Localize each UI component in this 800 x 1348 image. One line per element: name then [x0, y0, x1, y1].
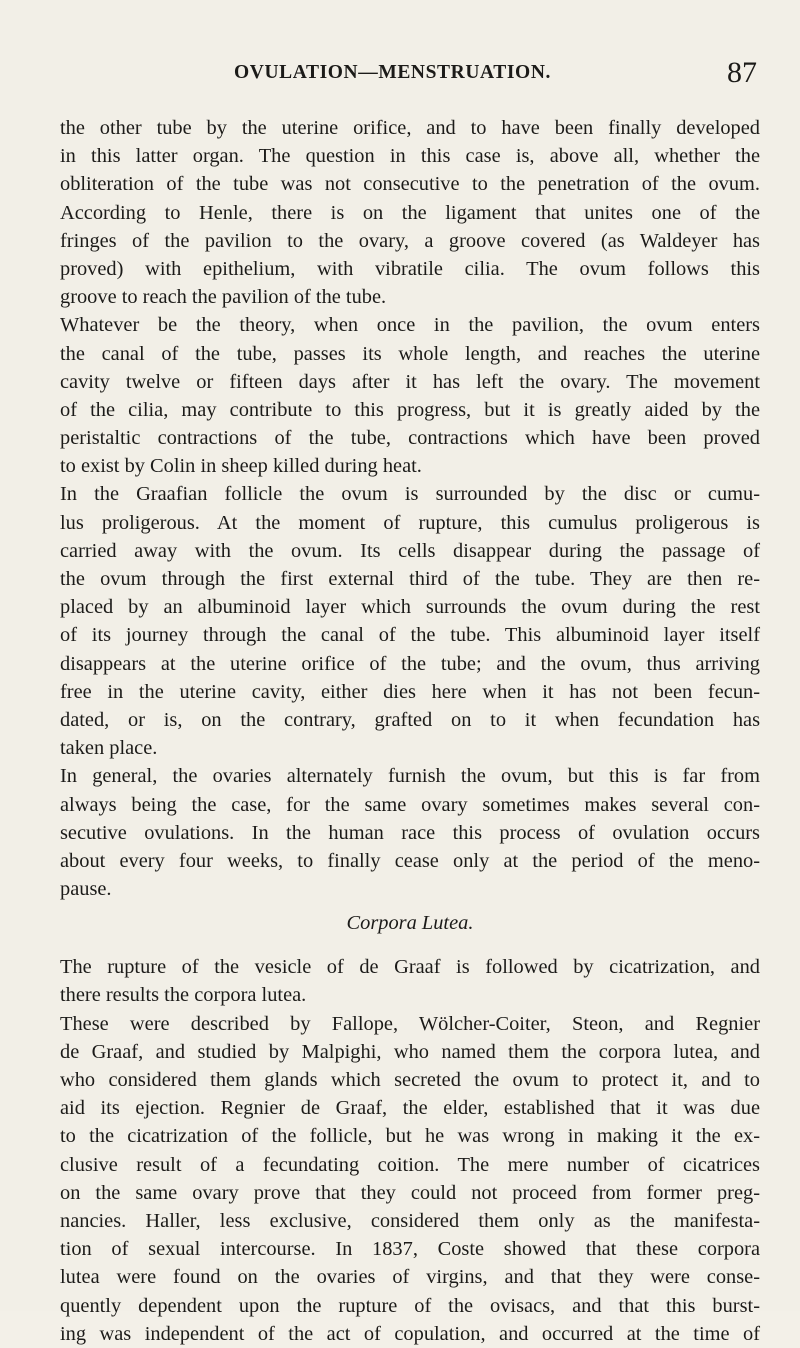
text-line: In the Graafian follicle the ovum is surrounded by the disc or cumu- — [60, 483, 760, 506]
text-line: to the cicatrization of the follicle, but he was wrong in making it the ex- — [60, 1125, 760, 1148]
text-line: in this latter organ. The question in this case is, above all, whether the — [60, 145, 760, 168]
text-line: who considered them glands which secreted the ovum to protect it, and to — [60, 1069, 760, 1091]
text-line: According to Henle, there is on the ligament that unites one of the — [60, 201, 760, 224]
text-line: of its journey through the canal of the tube. This albuminoid layer itself — [60, 624, 760, 647]
text-line: In general, the ovaries alternately furnish the ovum, but this is far from — [60, 765, 760, 788]
text-line: carried away with the ovum. Its cells disappear during the passage of — [60, 539, 760, 562]
text-line: on the same ovary prove that they could not proceed from former preg- — [60, 1181, 760, 1204]
text-line: peristaltic contractions of the tube, contractions which have been proved — [60, 427, 760, 450]
text-line: These were described by Fallope, Wölcher-Coiter, Steon, and Regnier — [60, 1012, 760, 1035]
text-line: always being the case, for the same ovary sometimes makes several con- — [60, 793, 760, 816]
text-line: placed by an albuminoid layer which surrounds the ovum during the rest — [60, 596, 760, 619]
running-title: OVULATION—MENSTRUATION. — [234, 62, 551, 83]
text-line: proved) with epithelium, with vibratile cilia. The ovum follows this — [60, 257, 760, 280]
text-line: of the cilia, may contribute to this progress, but it is greatly aided by the — [60, 398, 760, 421]
text-line: the canal of the tube, passes its whole length, and reaches the uterine — [60, 342, 760, 365]
text-line: disappears at the uterine orifice of the tube; and the ovum, thus arriving — [60, 652, 760, 675]
page-number: 87 — [727, 56, 757, 89]
text-line: The rupture of the vesicle of de Graaf is followed by cicatrization, and — [60, 956, 760, 979]
paragraph — [60, 114, 760, 311]
paragraph — [60, 762, 760, 903]
text-line: pause. — [60, 878, 112, 901]
text-line: obliteration of the tube was not consecutive to the penetration of the ovum. — [60, 173, 760, 196]
paragraph — [60, 311, 760, 480]
text-line: aid its ejection. Regnier de Graaf, the elder, established that it was due — [60, 1097, 760, 1120]
text-line: there results the corpora lutea. — [60, 984, 307, 1007]
text-line: about every four weeks, to finally cease only at the period of the meno- — [60, 849, 760, 872]
text-line: de Graaf, and studied by Malpighi, who named them the corpora lutea, and — [60, 1040, 760, 1063]
text-line: Whatever be the theory, when once in the pavilion, the ovum enters — [60, 314, 760, 337]
text-line: the other tube by the uterine orifice, and to have been finally developed — [60, 117, 760, 139]
body-text — [60, 114, 760, 1348]
text-line: groove to reach the pavilion of the tube. — [60, 286, 387, 309]
text-line: fringes of the pavilion to the ovary, a groove covered (as Waldeyer has — [60, 229, 760, 252]
text-line: lus proligerous. At the moment of rupture, this cumulus proligerous is — [60, 511, 760, 534]
paragraph — [60, 953, 760, 1009]
text-line: taken place. — [60, 737, 158, 760]
text-line: to exist by Colin in sheep killed during heat. — [60, 455, 422, 478]
text-line: tion of sexual intercourse. In 1837, Coste showed that these corpora — [60, 1238, 760, 1261]
text-line: secutive ovulations. In the human race this process of ovulation occurs — [60, 821, 760, 844]
text-line: dated, or is, on the contrary, grafted on to it when fecundation has — [60, 708, 760, 731]
section-heading: Corpora Lutea. — [346, 912, 474, 935]
text-line: quently dependent upon the rupture of the ovisacs, and that this burst- — [60, 1294, 760, 1317]
paragraph — [60, 480, 760, 762]
paragraph — [60, 1010, 760, 1348]
running-head — [0, 56, 800, 96]
text-line: the ovum through the first external third of the tube. They are then re- — [60, 568, 760, 590]
text-line: clusive result of a fecundating coition. The mere number of cicatrices — [60, 1153, 760, 1176]
text-line: nancies. Haller, less exclusive, considered them only as the manifesta- — [60, 1209, 760, 1232]
text-line: free in the uterine cavity, either dies here when it has not been fecun- — [60, 680, 760, 703]
text-line: lutea were found on the ovaries of virgins, and that they were conse- — [60, 1266, 760, 1289]
text-line: ing was independent of the act of copulation, and occurred at the time of — [60, 1322, 760, 1345]
text-line: cavity twelve or fifteen days after it has left the ovary. The movement — [60, 370, 760, 393]
